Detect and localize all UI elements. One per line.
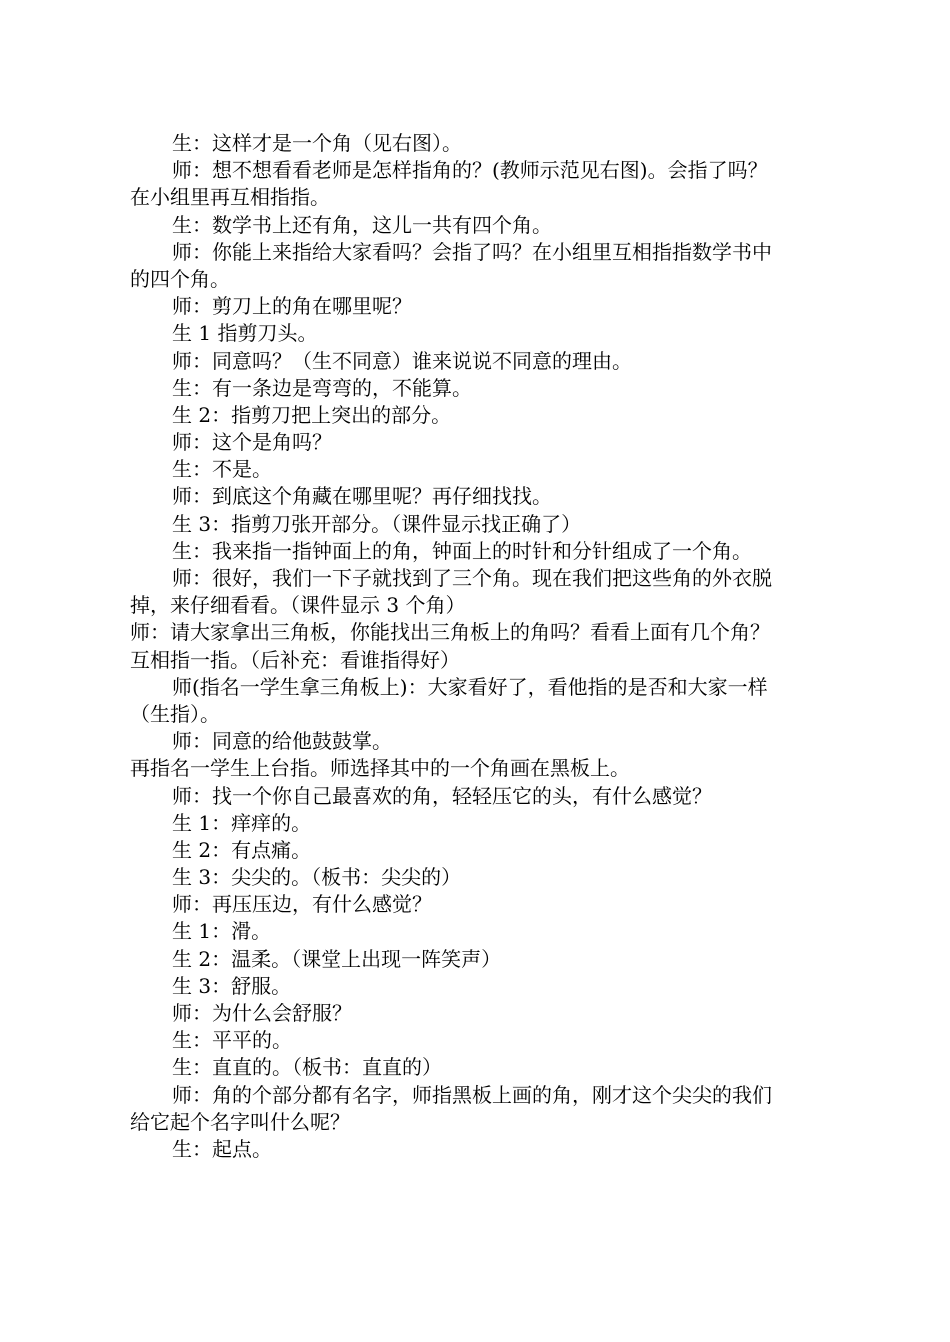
text-line: 师：同意吗？（生不同意）谁来说说不同意的理由。 (172, 348, 632, 373)
text-line: 生：有一条边是弯弯的，不能算。 (172, 375, 472, 400)
text-line: 师：为什么会舒服？ (172, 1001, 352, 1025)
text-line: 生：起点。 (172, 1136, 272, 1161)
text-line: 师：剪刀上的角在哪里呢？ (172, 294, 412, 319)
text-line: 师：角的个部分都有名字，师指黑板上画的角，刚才这个尖尖的我们 (172, 1082, 772, 1107)
text-line: 在小组里再互相指指。 (130, 185, 330, 210)
text-line: 生 2：有点痛。 (172, 837, 312, 862)
text-line: 师：很好，我们一下子就找到了三个角。现在我们把这些角的外衣脱 (172, 566, 772, 590)
text-line: 生：平平的。 (172, 1028, 292, 1053)
text-line: 生 1 指剪刀头。 (172, 321, 318, 346)
text-line: 师：再压压边，有什么感觉？ (172, 892, 432, 917)
text-line: 生 3：舒服。 (172, 973, 292, 998)
text-line: 生：我来指一指钟面上的角，钟面上的时针和分针组成了一个角。 (172, 538, 752, 563)
text-line: （生指）。 (130, 701, 220, 726)
text-line: 师：想不想看看老师是怎样指角的？(教师示范见右图)。会指了吗？ (172, 158, 768, 183)
text-line: 师：到底这个角藏在哪里呢？再仔细找找。 (172, 484, 552, 509)
text-line: 生 2：温柔。（课堂上出现一阵笑声） (172, 946, 502, 971)
text-line: 师(指名一学生拿三角板上)：大家看好了，看他指的是否和大家一样 (172, 674, 768, 699)
text-line: 师：你能上来指给大家看吗？会指了吗？在小组里互相指指数学书中 (172, 239, 772, 264)
text-line: 师：请大家拿出三角板，你能找出三角板上的角吗？看看上面有几个角？ (130, 620, 770, 645)
text-line: 再指名一学生上台指。师选择其中的一个角画在黑板上。 (130, 756, 630, 781)
text-line: 师：同意的给他鼓鼓掌。 (172, 729, 392, 754)
text-line: 生 3：尖尖的。（板书：尖尖的） (172, 865, 462, 890)
text-line: 互相指一指。（后补充：看谁指得好） (130, 647, 460, 672)
text-line: 的四个角。 (130, 266, 230, 291)
text-line: 生 2：指剪刀把上突出的部分。 (172, 402, 452, 427)
text-line: 生：直直的。（板书：直直的） (172, 1055, 442, 1080)
text-line: 师：这个是角吗？ (172, 430, 332, 455)
text-line: 生：这样才是一个角（见右图）。 (172, 131, 462, 155)
text-line: 生 1：滑。 (172, 919, 272, 944)
text-line: 生：数学书上还有角，这儿一共有四个角。 (172, 212, 552, 237)
text-line: 掉，来仔细看看。（课件显示 3 个角） (130, 593, 466, 618)
text-line: 生：不是。 (172, 457, 272, 482)
text-line: 给它起个名字叫什么呢？ (130, 1109, 350, 1134)
text-line: 师：找一个你自己最喜欢的角，轻轻压它的头，有什么感觉？ (172, 783, 712, 808)
text-line: 生 1：痒痒的。 (172, 810, 312, 835)
text-line: 生 3：指剪刀张开部分。（课件显示找正确了） (172, 511, 582, 536)
document-body (130, 130, 825, 1163)
